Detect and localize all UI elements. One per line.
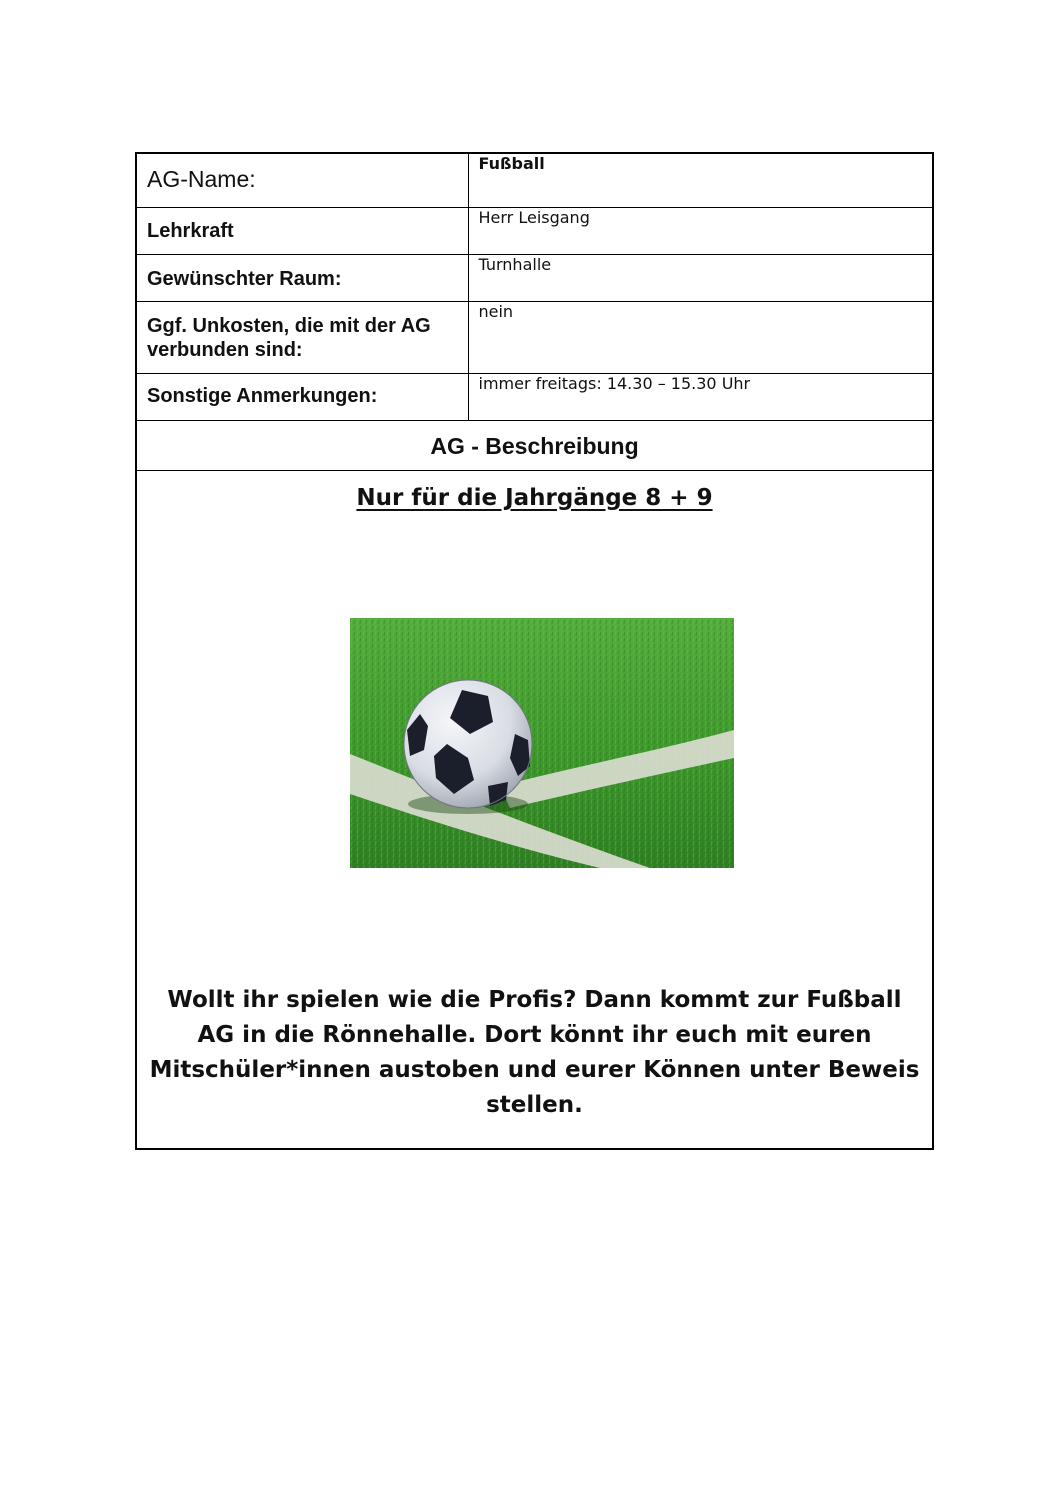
row-costs [137, 301, 932, 373]
football-ball-icon [404, 680, 532, 808]
row-ag-name [137, 154, 932, 207]
grade-restriction-subtitle: Nur für die Jahrgänge 8 + 9 [356, 484, 713, 511]
costs-value: nein [468, 301, 932, 373]
row-notes [137, 373, 932, 420]
football-photo [350, 618, 734, 868]
ag-name-label: AG-Name: [137, 154, 468, 207]
notes-label: Sonstige Anmerkungen: [137, 373, 468, 420]
teacher-value: Herr Leisgang [468, 207, 932, 254]
description-body: Wollt ihr spielen wie die Profis? Dann kommt zur Fußball AG in die Rönnehalle. Dort könnt ihr euch mit euren Mitschüler*innen austoben und eurer Können unter Beweis stellen. [149, 986, 920, 1118]
notes-value: immer freitags: 14.30 – 15.30 Uhr [468, 373, 932, 420]
room-value: Turnhalle [468, 254, 932, 301]
costs-label: Ggf. Unkosten, die mit der AG verbunden sind: [137, 301, 468, 373]
teacher-label: Lehrkraft [137, 207, 468, 254]
row-room [137, 254, 932, 301]
ag-form-sheet [135, 152, 934, 1150]
description-heading: AG - Beschreibung [137, 421, 932, 471]
ag-info-table [137, 154, 932, 421]
description-section [137, 471, 932, 1151]
row-teacher [137, 207, 932, 254]
ag-name-value: Fußball [468, 154, 932, 207]
room-label: Gewünschter Raum: [137, 254, 468, 301]
